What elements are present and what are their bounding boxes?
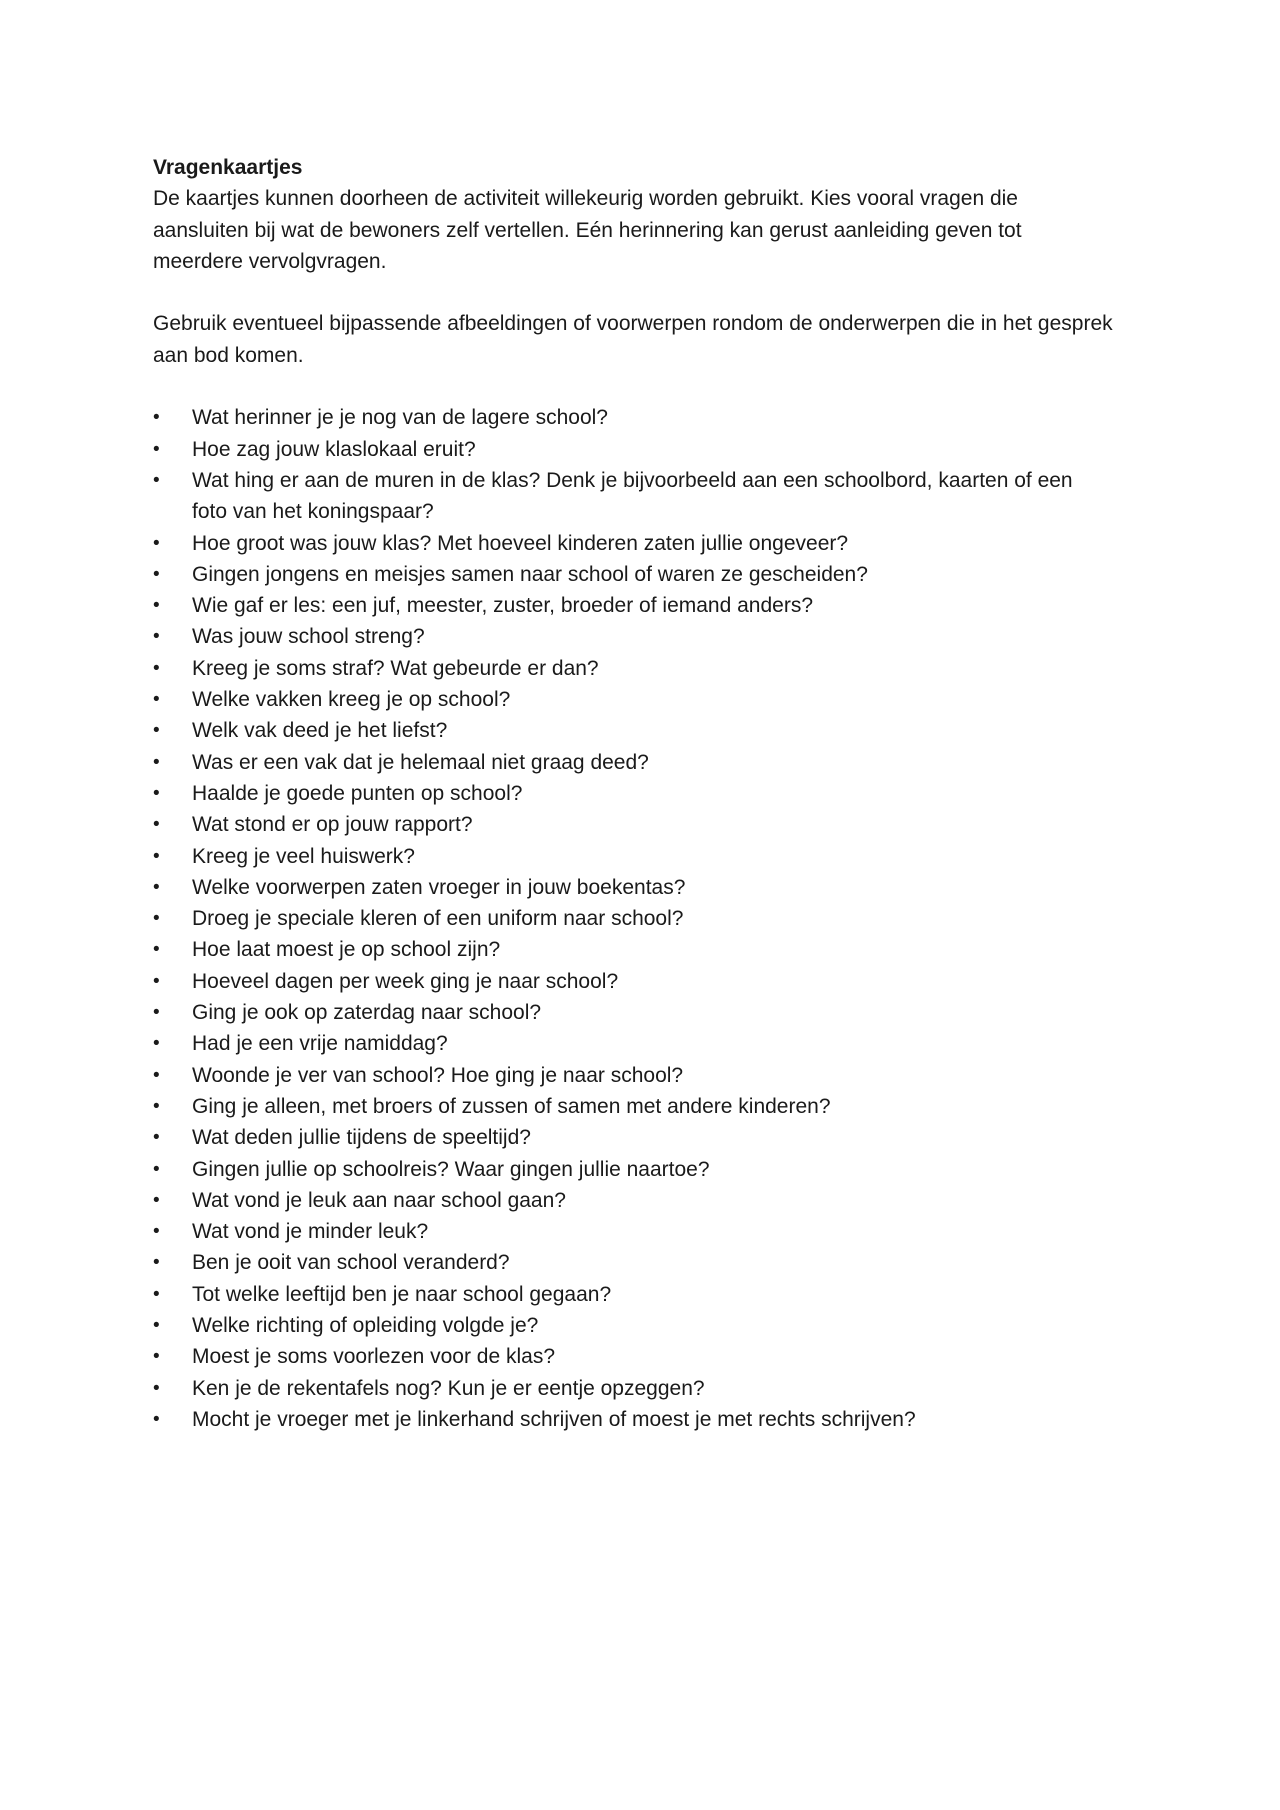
bullet-icon: • (153, 1158, 160, 1180)
bullet-icon: • (153, 1221, 160, 1243)
question-item (153, 1091, 1113, 1122)
question-item (153, 684, 1113, 715)
question-item (153, 1279, 1113, 1310)
question-item (153, 841, 1113, 872)
question-text: Had je een vrije namiddag? (192, 1032, 448, 1056)
question-text: Ken je de rekentafels nog? Kun je er eentje opzeggen? (192, 1376, 705, 1400)
question-item (153, 966, 1113, 997)
question-item (153, 590, 1113, 621)
bullet-icon: • (153, 908, 160, 930)
question-text: Wat herinner je je nog van de lagere school? (192, 406, 608, 430)
question-text: Welke voorwerpen zaten vroeger in jouw boekentas? (192, 875, 686, 899)
question-item (153, 934, 1113, 965)
question-text: Gingen jongens en meisjes samen naar school of waren ze gescheiden? (192, 562, 868, 586)
question-text: Kreeg je veel huiswerk? (192, 844, 415, 868)
bullet-icon: • (153, 845, 160, 867)
question-item (153, 1060, 1113, 1091)
question-list (153, 402, 1113, 1435)
bullet-icon: • (153, 1408, 160, 1430)
bullet-icon: • (153, 1095, 160, 1117)
question-item (153, 1247, 1113, 1278)
question-text: Gingen jullie op schoolreis? Waar gingen jullie naartoe? (192, 1157, 710, 1181)
question-text: Wat hing er aan de muren in de klas? Denk je bijvoorbeeld aan een schoolbord, kaarten of een foto van het koningspaar? (192, 468, 1073, 524)
bullet-icon: • (153, 657, 160, 679)
question-text: Ging je alleen, met broers of zussen of samen met andere kinderen? (192, 1094, 831, 1118)
question-text: Mocht je vroeger met je linkerhand schrijven of moest je met rechts schrijven? (192, 1407, 916, 1431)
question-item (153, 1028, 1113, 1059)
document-page (153, 152, 1113, 1435)
question-text: Wat deden jullie tijdens de speeltijd? (192, 1126, 531, 1150)
paragraph-spacer (153, 371, 1113, 402)
bullet-icon: • (153, 1346, 160, 1368)
question-item (153, 1154, 1113, 1185)
question-item (153, 621, 1113, 652)
note-paragraph: Gebruik eventueel bijpassende afbeeldingen of voorwerpen rondom de onderwerpen die in het gesprek aan bod komen. (153, 312, 1113, 367)
question-item (153, 528, 1113, 559)
bullet-icon: • (153, 595, 160, 617)
question-text: Was er een vak dat je helemaal niet graag deed? (192, 750, 649, 774)
question-text: Droeg je speciale kleren of een uniform naar school? (192, 907, 684, 931)
bullet-icon: • (153, 782, 160, 804)
question-item (153, 1310, 1113, 1341)
question-item (153, 872, 1113, 903)
question-text: Was jouw school streng? (192, 625, 425, 649)
question-text: Hoe groot was jouw klas? Met hoeveel kinderen zaten jullie ongeveer? (192, 531, 849, 555)
question-item (153, 997, 1113, 1028)
bullet-icon: • (153, 1377, 160, 1399)
question-text: Wat vond je minder leuk? (192, 1220, 429, 1244)
question-text: Welke richting of opleiding volgde je? (192, 1313, 539, 1337)
question-text: Hoe laat moest je op school zijn? (192, 938, 501, 962)
question-item (153, 1404, 1113, 1435)
question-item (153, 747, 1113, 778)
question-text: Ben je ooit van school veranderd? (192, 1251, 510, 1275)
bullet-icon: • (153, 689, 160, 711)
bullet-icon: • (153, 1283, 160, 1305)
question-text: Wat stond er op jouw rapport? (192, 813, 473, 837)
bullet-icon: • (153, 970, 160, 992)
question-item (153, 1216, 1113, 1247)
question-item (153, 778, 1113, 809)
question-text: Ging je ook op zaterdag naar school? (192, 1001, 542, 1025)
question-item (153, 402, 1113, 433)
question-item (153, 1122, 1113, 1153)
question-text: Welk vak deed je het liefst? (192, 719, 448, 743)
bullet-icon: • (153, 1127, 160, 1149)
bullet-icon: • (153, 1252, 160, 1274)
document-title: Vragenkaartjes (153, 156, 303, 179)
question-text: Welke vakken kreeg je op school? (192, 688, 511, 712)
bullet-icon: • (153, 1314, 160, 1336)
bullet-icon: • (153, 876, 160, 898)
question-item (153, 1341, 1113, 1372)
question-text: Moest je soms voorlezen voor de klas? (192, 1345, 555, 1369)
bullet-icon: • (153, 720, 160, 742)
bullet-icon: • (153, 1189, 160, 1211)
question-item (153, 434, 1113, 465)
bullet-icon: • (153, 1033, 160, 1055)
question-text: Tot welke leeftijd ben je naar school gegaan? (192, 1282, 612, 1306)
bullet-icon: • (153, 563, 160, 585)
bullet-icon: • (153, 751, 160, 773)
question-text: Wat vond je leuk aan naar school gaan? (192, 1188, 566, 1212)
intro-paragraph: De kaartjes kunnen doorheen de activiteit willekeurig worden gebruikt. Kies vooral vragen die aansluiten bij wat de bewoners zelf vertellen. Eén herinnering kan gerust aanleiding geven tot meerdere vervolgvragen. (153, 187, 1022, 273)
question-item (153, 653, 1113, 684)
question-text: Haalde je goede punten op school? (192, 781, 523, 805)
bullet-icon: • (153, 1064, 160, 1086)
bullet-icon: • (153, 626, 160, 648)
question-item (153, 1185, 1113, 1216)
question-text: Hoe zag jouw klaslokaal eruit? (192, 437, 476, 461)
question-text: Woonde je ver van school? Hoe ging je naar school? (192, 1063, 684, 1087)
bullet-icon: • (153, 438, 160, 460)
bullet-icon: • (153, 1002, 160, 1024)
question-item (153, 559, 1113, 590)
bullet-icon: • (153, 814, 160, 836)
question-text: Hoeveel dagen per week ging je naar school? (192, 969, 619, 993)
question-item (153, 903, 1113, 934)
question-text: Wie gaf er les: een juf, meester, zuster, broeder of iemand anders? (192, 594, 813, 618)
bullet-icon: • (153, 469, 160, 491)
question-text: Kreeg je soms straf? Wat gebeurde er dan? (192, 656, 599, 680)
question-item (153, 1373, 1113, 1404)
question-item (153, 465, 1113, 528)
paragraph-spacer (153, 277, 1113, 308)
question-item (153, 715, 1113, 746)
question-item (153, 809, 1113, 840)
bullet-icon: • (153, 407, 160, 429)
bullet-icon: • (153, 939, 160, 961)
bullet-icon: • (153, 532, 160, 554)
